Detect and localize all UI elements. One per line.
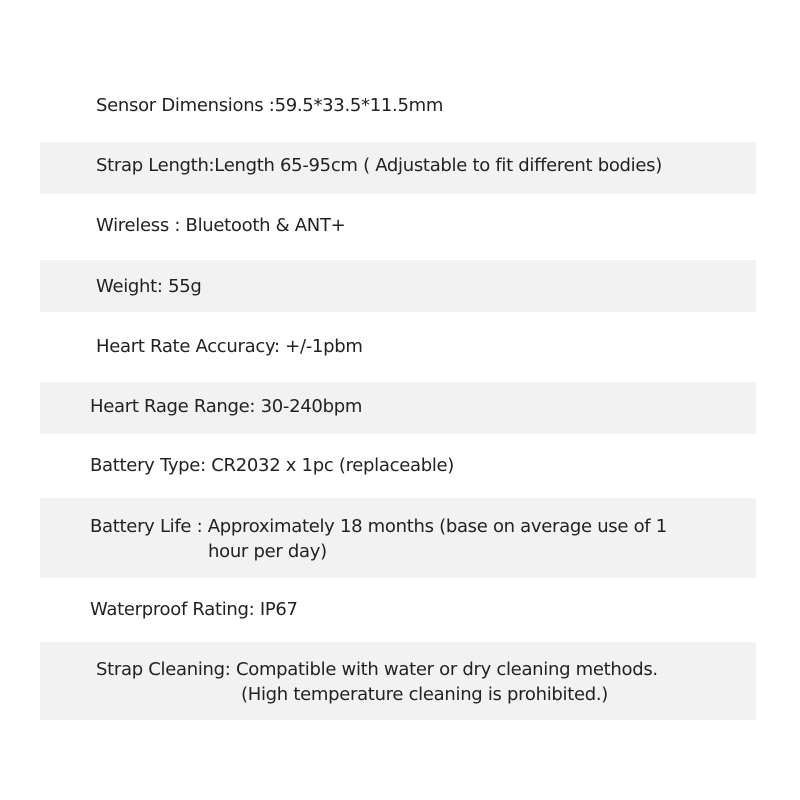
spec-sensor-dimensions: Sensor Dimensions :59.5*33.5*11.5mm — [96, 95, 444, 116]
spec-strap-cleaning-continued: (High temperature cleaning is prohibited.) — [241, 684, 609, 705]
spec-waterproof-rating: Waterproof Rating: IP67 — [90, 599, 298, 620]
spec-heart-rate-accuracy: Heart Rate Accuracy: +/-1pbm — [96, 336, 363, 357]
spec-wireless: Wireless : Bluetooth & ANT+ — [96, 215, 346, 236]
spec-battery-life-continued: hour per day) — [208, 541, 327, 562]
spec-strap-length: Strap Length:Length 65-95cm ( Adjustable to fit different bodies) — [96, 155, 662, 176]
spec-battery-life: Battery Life : Approximately 18 months (base on average use of 1 — [90, 516, 667, 537]
spec-heart-rage-range: Heart Rage Range: 30-240bpm — [90, 396, 363, 417]
spec-strap-cleaning: Strap Cleaning: Compatible with water or dry cleaning methods. — [96, 659, 658, 680]
spec-battery-type: Battery Type: CR2032 x 1pc (replaceable) — [90, 455, 455, 476]
spec-weight: Weight: 55g — [96, 276, 202, 297]
